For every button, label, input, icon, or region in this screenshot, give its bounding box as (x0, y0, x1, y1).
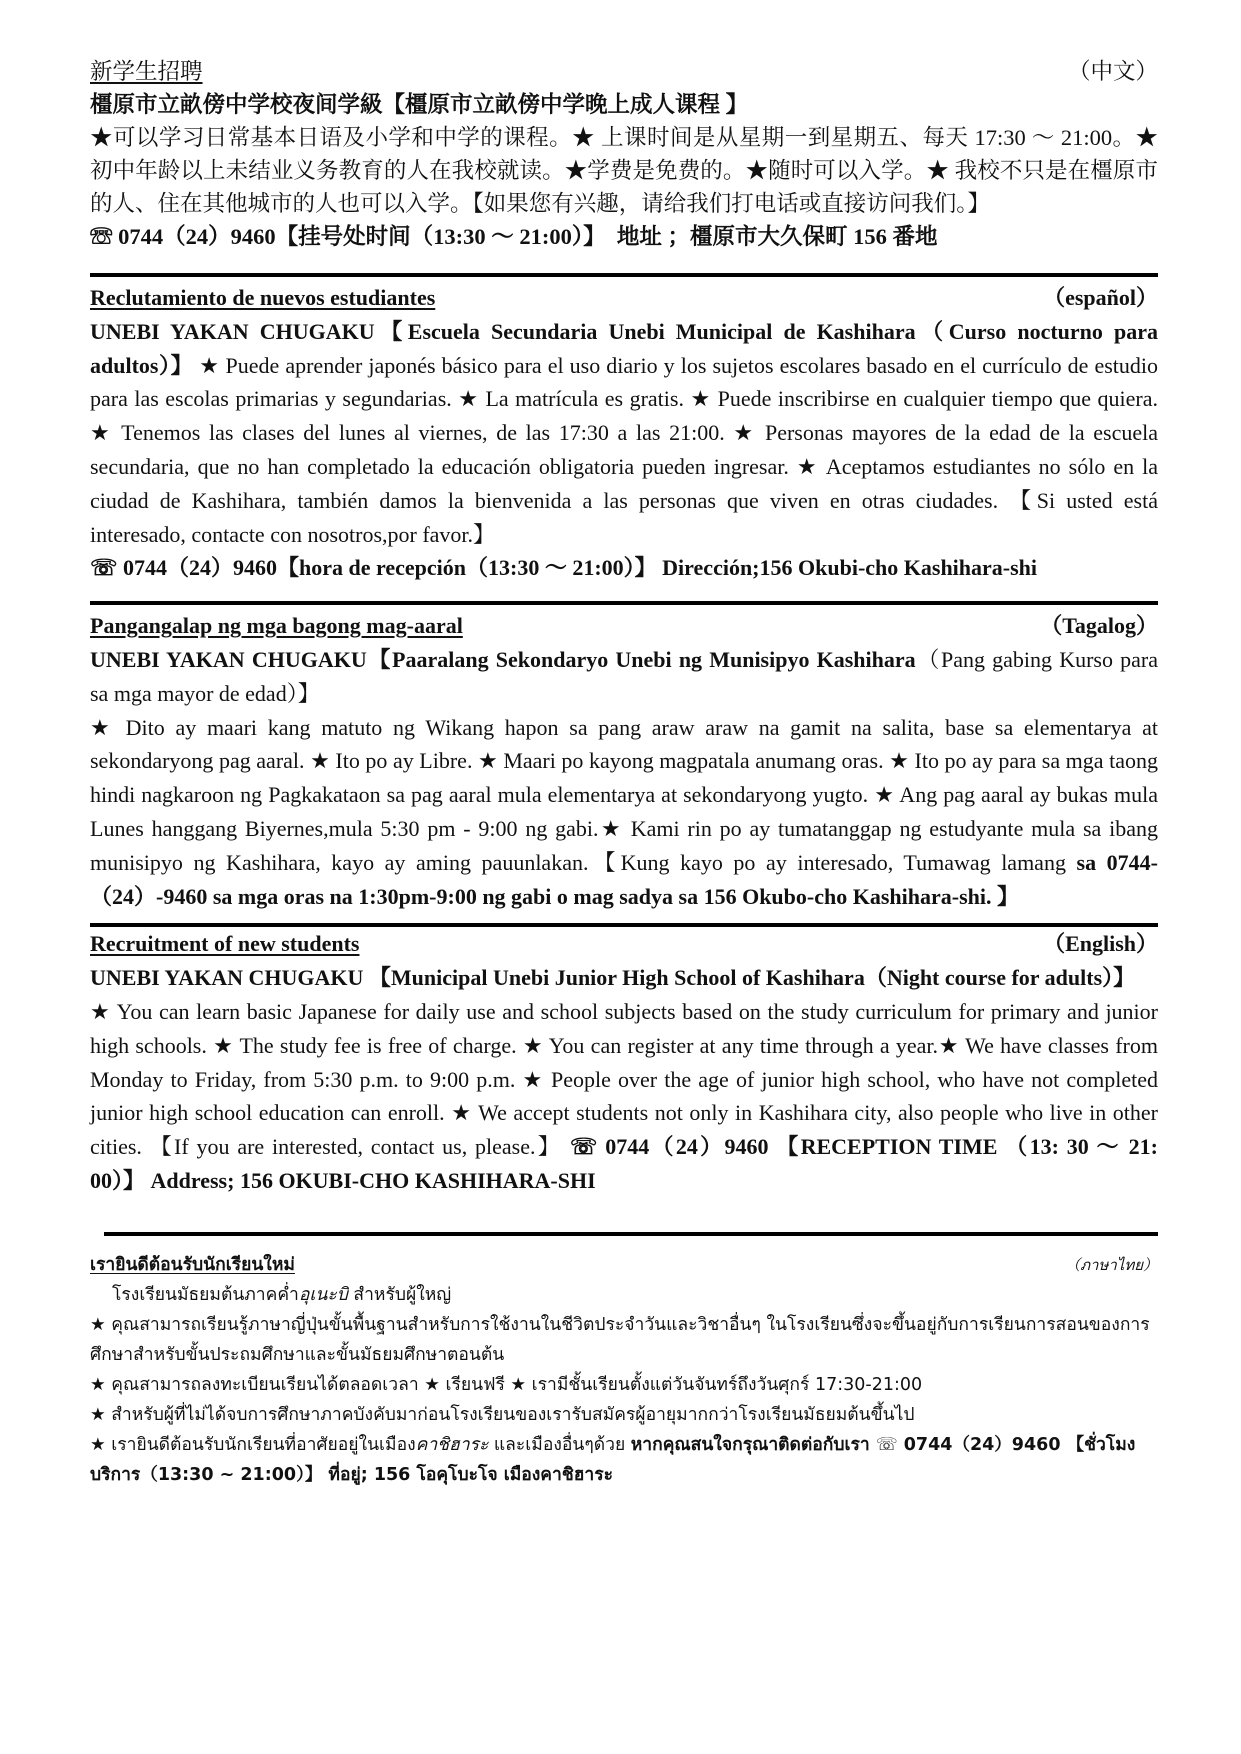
body-text: ★ Dito ay maari kang matuto ng Wikang hapon sa pang araw araw na gamit na salita, base sa elementarya at sekondaryong pag aaral. ★ Ito po ay Libre. ★ Maari po kayong magpatala anumang oras. ★ Ito po ay para sa mga taong hindi nagkaroon ng Pagkakataon sa pag aaral mula elementarya at sekondaryong yugto. ★ Ang pag aaral ay bukas mula Lunes hanggang Biyernes,mula 5:30 pm - 9:00 ng gabi.★ Kami rin po ay tumatanggap ng estudyante mula sa ibang munisipyo ng Kashihara, kayo ay aming pauunlakan.【Kung kayo po ay interesado, Tumawag lamang (90, 714, 1158, 875)
contact-line: ☏ 0744（24）9460【挂号处时间（13:30 ～ 21:00）】 地址 ；橿原市大久保町 156 番地 (90, 224, 938, 249)
school-name-suffix: สำหรับผู้ใหญ่ (347, 1284, 452, 1305)
school-name: UNEBI YAKAN CHUGAKU【Escuela Secundaria Unebi Municipal de Kashihara（Curso nocturno para adultos）】 (90, 318, 1158, 378)
section-thai (90, 1250, 1158, 1490)
body-text: ★ Puede aprender japonés básico para el uso diario y los sujetos escolares basado en el currículo de estudio para las escolas primarias y segundarias. ★ La matrícula es gratis. ★ Puede inscribirse en cualquier tiempo que quiera. ★ Tenemos las clases del lunes al viernes, de las 17:30 a las 21:00. ★ Personas mayores de la edad de la escuela secundaria, que no han completado la educación obligatoria pueden ingresar. ★ Aceptamos estudiantes no sólo en la ciudad de Kashihara, también damos la bienvenida a las personas que viven en otras ciudades. 【Si usted está interesado, contacte con nosotros,por favor.】 (90, 352, 1158, 547)
divider (104, 1232, 1158, 1236)
section-title: เรายินดีต้อนรับนักเรียนใหม่ (90, 1254, 295, 1275)
flyer-page (90, 55, 1158, 1490)
contact-line: ☏ 0744（24）9460 【RECEPTION TIME （13: 30 ～ 21: 00）】 Address; 156 OKUBI-CHO KASHIHARA-SHI (90, 1134, 1158, 1193)
section-title: 新学生招聘 (90, 59, 203, 84)
school-name: 橿原市立畝傍中学校夜间学級【橿原市立畝傍中学晚上成人课程 】 (90, 92, 749, 117)
section-english (90, 927, 1158, 1197)
section-spanish (90, 281, 1158, 585)
language-label: （español） (1043, 285, 1158, 310)
language-label: （中文） (1067, 59, 1158, 84)
language-label: （English） (1043, 931, 1158, 957)
section-title: Pangangalap ng mga bagong mag-aaral (90, 613, 463, 639)
section-tagalog (90, 609, 1158, 913)
city-name: คาชิฮาระ (415, 1434, 489, 1455)
school-name-suffix: （Pang gabing Kurso para sa mga mayor de edad）】 (90, 646, 1159, 706)
section-title: Reclutamiento de nuevos estudiantes (90, 285, 436, 310)
contact-line: หากคุณสนใจกรุณาติดต่อกับเรา ☏ 0744（24）9460 【ชั่วโมงบริการ（13:30 ~ 21:00）】 ที่อยู่; 156 โอคุโบะโจ เมืองคาชิฮาระ (90, 1434, 1136, 1485)
school-name-emphasis: อุเนะบิ (298, 1284, 348, 1305)
body-text: ★ คุณสามารถเรียนรู้ภาษาญี่ปุ่นขั้นพื้นฐานสำหรับการใช้งานในชีวิตประจำวันและวิชาอื่นๆ ในโรงเรียนซึ่งจะขึ้นอยู่กับการเรียนการสอนของการศึกษาสำหรับขั้นประถมศึกษาและขั้นมัธยมศึกษาตอนต้น (90, 1314, 1150, 1365)
language-label: （ภาษาไทย） (1065, 1255, 1158, 1274)
school-name: โรงเรียนมัธยมต้นภาคค่ำ (112, 1284, 299, 1305)
section-title: Recruitment of new students (90, 931, 360, 957)
section-chinese (90, 55, 1158, 253)
contact-line: ☏ 0744（24）9460【hora de recepción（13:30 ～ 21:00）】 Dirección;156 Okubi-cho Kashihara-shi (90, 555, 1038, 581)
body-text: ★可以学习日常基本日语及小学和中学的课程。★ 上课时间是从星期一到星期五、每天 17:30 ～ 21:00。★初中年龄以上未结业义务教育的人在我校就读。★学费是免费的。★随时可以入学。★ 我校不只是在橿原市的人、住在其他城市的人也可以入学。【如果您有兴趣，请给我们打电话或直接访问我们。】 (90, 125, 1158, 216)
divider (90, 601, 1158, 605)
body-text: ★ เรายินดีต้อนรับนักเรียนที่อาศัยอยู่ในเมือง (90, 1434, 416, 1455)
contact-line: sa 0744-（24）-9460 sa mga oras na 1:30pm-9:00 ng gabi o mag sadya sa 156 Okubo-cho Kashihara-shi. 】 (90, 849, 1158, 909)
school-name: UNEBI YAKAN CHUGAKU 【Municipal Unebi Junior High School of Kashihara（Night course for adults）】 (90, 965, 1136, 991)
school-name: UNEBI YAKAN CHUGAKU【Paaralang Sekondaryo Unebi ng Munisipyo Kashihara (90, 646, 916, 672)
body-text: ★ คุณสามารถลงทะเบียนเรียนได้ตลอดเวลา ★ เรียนฟรี ★ เรามีชั้นเรียนตั้งแต่วันจันทร์ถึงวันศุกร์ 17:30-21:00 (90, 1374, 923, 1395)
body-text: ★ You can learn basic Japanese for daily use and school subjects based on the study curriculum for primary and junior high schools. ★ The study fee is free of charge. ★ You can register at any time through a year.★ We have classes from Monday to Friday, from 5:30 p.m. to 9:00 p.m. ★ People over the age of junior high school, who have not completed junior high school education can enroll. ★ We accept students not only in Kashihara city, also people who live in other cities. 【If you are interested, contact us, please.】 (90, 998, 1158, 1160)
body-text: ★ สำหรับผู้ที่ไม่ได้จบการศึกษาภาคบังคับมาก่อนโรงเรียนของเรารับสมัครผู้อายุมากกว่าโรงเรียนมัธยมต้นขึ้นไป (90, 1404, 915, 1425)
divider (90, 273, 1158, 277)
body-text: และเมืองอื่นๆด้วย (488, 1434, 631, 1455)
language-label: （Tagalog） (1040, 613, 1158, 639)
